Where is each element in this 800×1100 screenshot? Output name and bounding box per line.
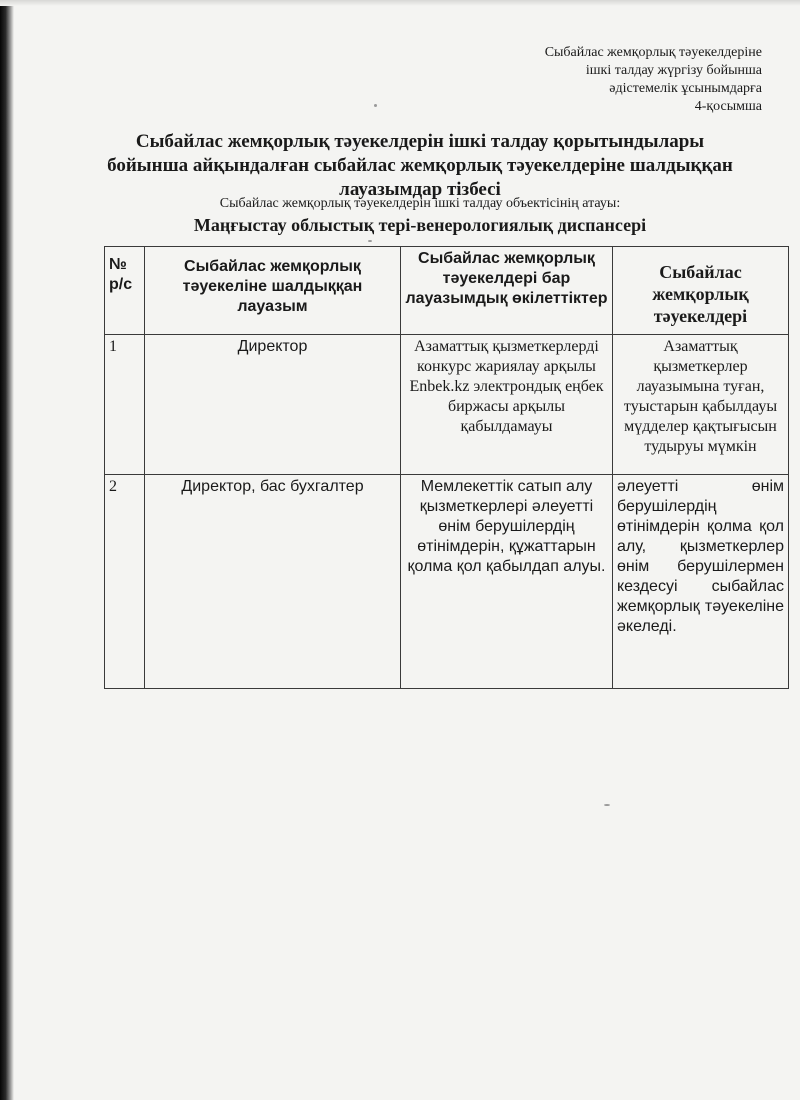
appendix-number: 4-қосымша xyxy=(694,99,762,114)
table-header-row xyxy=(105,247,789,335)
scan-speck xyxy=(374,104,377,107)
row-risks: Азаматтық қызметкерлер лауазымына туған, туыстарын қабылдауы мүдделер қақтығысын тудыруы мүмкін xyxy=(613,335,789,475)
row-number: 2 xyxy=(105,475,145,689)
row-risks: әлеуетті өнім берушілердің өтінімдерін қолма қол алу, қызметкерлер өнім берушілермен кездесуі сыбайлас жемқорлық тәуекеліне әкеледі. xyxy=(613,475,789,689)
scan-speck xyxy=(604,804,610,806)
scan-top-shadow xyxy=(0,0,800,6)
table-row xyxy=(105,475,789,689)
scan-speck xyxy=(368,240,372,242)
appendix-line: Сыбайлас жемқорлық тәуекелдеріне xyxy=(544,45,762,60)
row-number: 1 xyxy=(105,335,145,475)
title-line: лауазымдар тізбесі xyxy=(339,179,501,200)
title-line: Сыбайлас жемқорлық тәуекелдерін ішкі талдау қорытындылары xyxy=(135,131,705,152)
appendix-line: ішкі талдау жүргізу бойынша xyxy=(585,63,762,78)
header-powers: Сыбайлас жемқорлық тәуекелдері бар лауазымдық өкілеттіктер xyxy=(401,247,613,335)
title-line: бойынша айқындалған сыбайлас жемқорлық тәуекелдеріне шалдыққан xyxy=(107,155,733,176)
row-powers: Азаматтық қызметкерлерді конкурс жариялау арқылы Enbek.kz электрондық еңбек биржасы арқылы қабылдамауы xyxy=(401,335,613,475)
table-row xyxy=(105,335,789,475)
header-position: Сыбайлас жемқорлық тәуекеліне шалдыққан лауазым xyxy=(145,247,401,335)
object-label: Сыбайлас жемқорлық тәуекелдерін ішкі талдау объектісінің атауы: xyxy=(219,196,621,211)
row-position: Директор xyxy=(145,335,401,475)
document-title xyxy=(100,130,740,202)
header-risks: Сыбайлас жемқорлық тәуекелдері xyxy=(613,247,789,335)
header-number: № р/с xyxy=(105,247,145,335)
organization-name: Маңғыстау облыстық тері-венерологиялық диспансері xyxy=(193,215,647,235)
row-position: Директор, бас бухгалтер xyxy=(145,475,401,689)
appendix-reference xyxy=(402,44,762,116)
row-powers: Мемлекеттік сатып алу қызметкерлері әлеуетті өнім берушілердің өтінімдерін, құжаттарын қолма қол қабылдап алуы. xyxy=(401,475,613,689)
appendix-line: әдістемелік ұсынымдарға xyxy=(609,81,762,96)
scan-edge-shadow xyxy=(0,0,14,1100)
risk-positions-table xyxy=(104,246,789,689)
